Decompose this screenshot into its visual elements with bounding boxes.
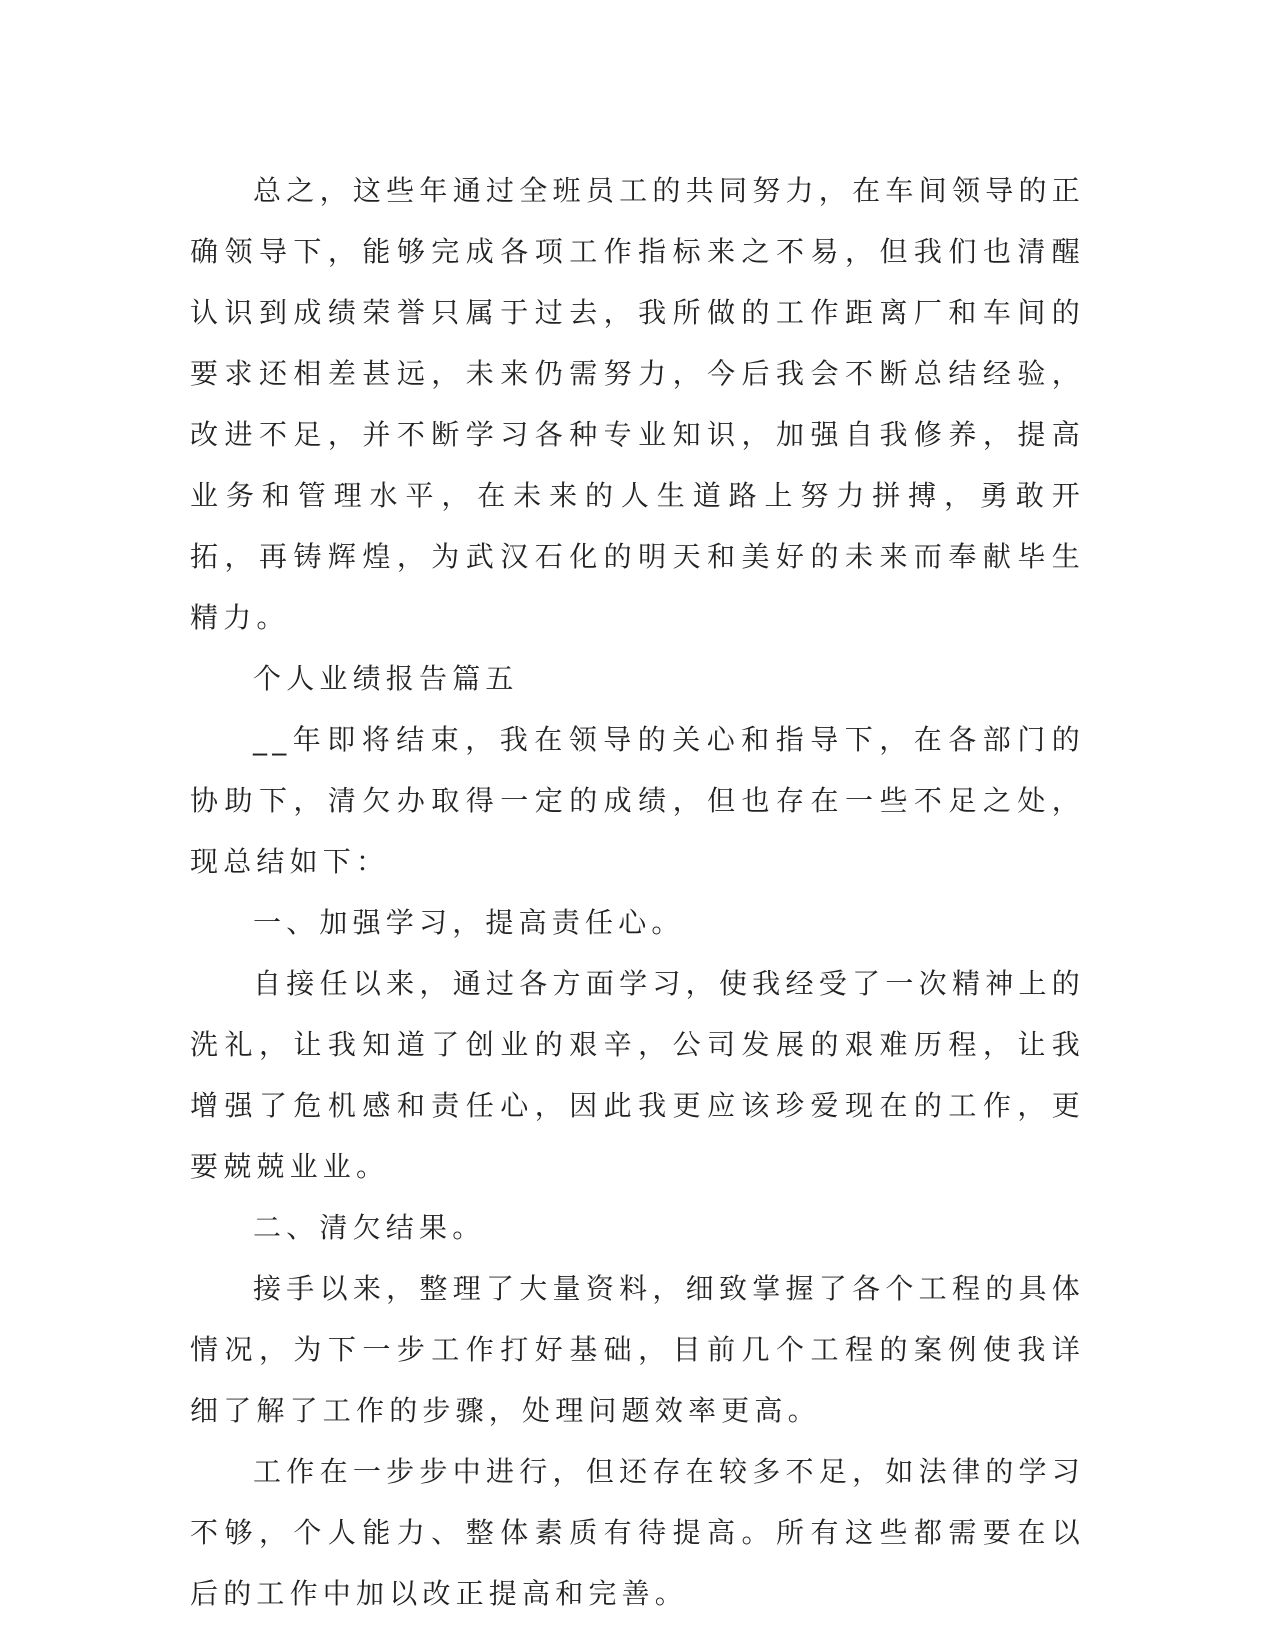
document-body xyxy=(190,160,1085,1624)
section-title-part-five: 个人业绩报告篇五 xyxy=(253,662,519,695)
heading-study: 一、加强学习，提高责任心。 xyxy=(253,906,685,939)
paragraph-study: 自接任以来，通过各方面学习，使我经受了一次精神上的洗礼，让我知道了创业的艰辛，公司发展的艰难历程，让我增强了危机感和责任心，因此我更应该珍爱现在的工作，更要兢兢业业。 xyxy=(190,967,1085,1183)
heading-results: 二、清欠结果。 xyxy=(253,1211,486,1244)
paragraph-intro: __年即将结束，我在领导的关心和指导下，在各部门的协助下，清欠办取得一定的成绩，但也存在一些不足之处，现总结如下： xyxy=(190,723,1085,878)
paragraph-shortcomings: 工作在一步步中进行，但还存在较多不足，如法律的学习不够，个人能力、整体素质有待提高。所有这些都需要在以后的工作中加以改正提高和完善。 xyxy=(190,1455,1085,1610)
paragraph-summary: 总之，这些年通过全班员工的共同努力，在车间领导的正确领导下，能够完成各项工作指标来之不易，但我们也清醒认识到成绩荣誉只属于过去，我所做的工作距离厂和车间的要求还相差甚远，未来仍需努力，今后我会不断总结经验，改进不足，并不断学习各种专业知识，加强自我修养，提高业务和管理水平，在未来的人生道路上努力拼搏，勇敢开拓，再铸辉煌，为武汉石化的明天和美好的未来而奉献毕生精力。 xyxy=(190,174,1085,634)
paragraph-results: 接手以来，整理了大量资料，细致掌握了各个工程的具体情况，为下一步工作打好基础，目前几个工程的案例使我详细了解了工作的步骤，处理问题效率更高。 xyxy=(190,1272,1085,1427)
